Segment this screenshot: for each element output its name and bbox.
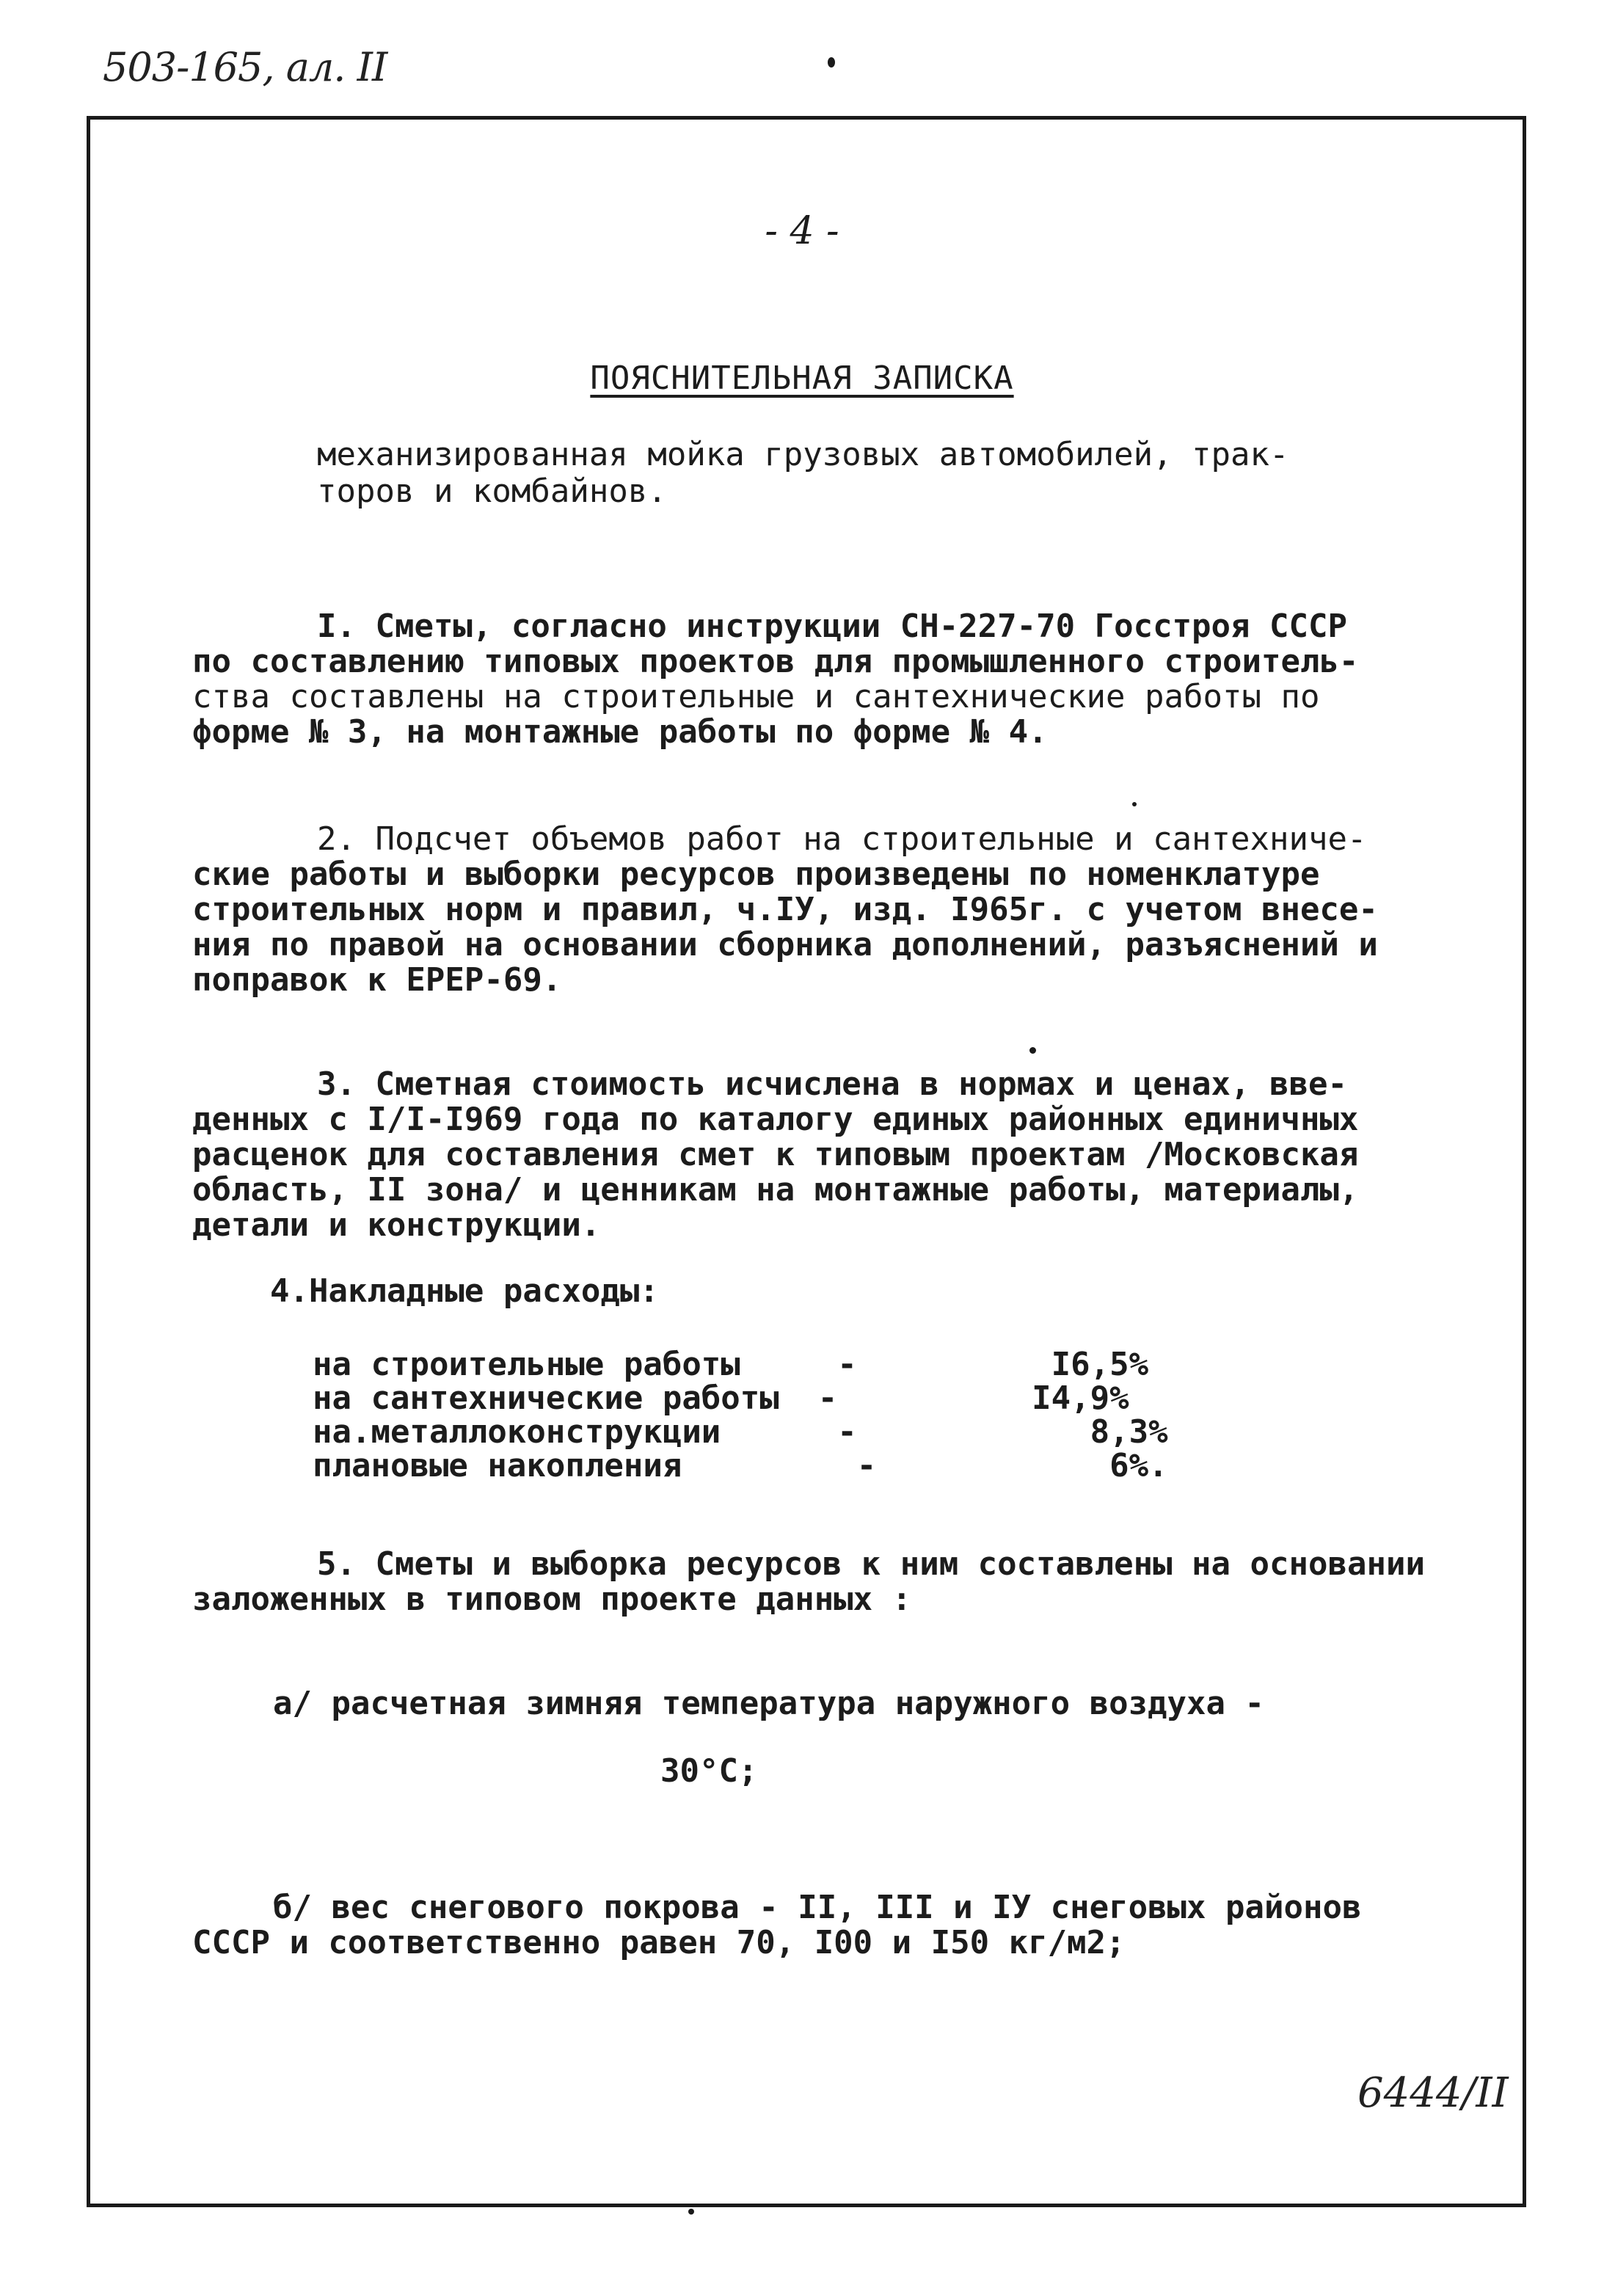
text-line: строительных норм и правил, ч.IУ, изд. I965г. с учетом внесе- bbox=[192, 891, 1378, 928]
text-line: а/ расчетная зимняя температура наружного воздуха - bbox=[273, 1685, 1265, 1722]
text-line: по составлению типовых проектов для промышленного строитель- bbox=[192, 643, 1359, 680]
text-line: ства составлены на строительные и сантехнические работы по bbox=[192, 678, 1320, 715]
handwritten-reference: 503-165, ал. II bbox=[103, 44, 387, 90]
text-line: ния по правой на основании сборника дополнений, разъяснений и bbox=[192, 926, 1378, 963]
page-number: - 4 - bbox=[765, 209, 839, 253]
speck bbox=[1029, 1047, 1036, 1054]
text-line: б/ вес снегового покрова - II, III и IУ снеговых районов bbox=[273, 1889, 1362, 1926]
overhead-row: на строительные работы - I6,5% bbox=[313, 1346, 1149, 1383]
text-line: 30°С; bbox=[660, 1752, 758, 1790]
text-line: 3. Сметная стоимость исчислена в нормах и ценах, вве- bbox=[317, 1065, 1347, 1103]
text-line: расценок для составления смет к типовым проектам /Московская bbox=[192, 1136, 1359, 1173]
text-line: СССР и соответственно равен 70, I00 и I50 кг/м2; bbox=[192, 1924, 1126, 1961]
page-title: ПОЯСНИТЕЛЬНАЯ ЗАПИСКА bbox=[590, 360, 1014, 397]
speck bbox=[828, 57, 835, 68]
text-line: денных с I/I-I969 года по каталогу единых районных единичных bbox=[192, 1101, 1359, 1138]
text-line: поправок к ЕРЕР-69. bbox=[192, 961, 562, 999]
text-line: торов и комбайнов. bbox=[317, 473, 667, 510]
overhead-row: на сантехнические работы - I4,9% bbox=[313, 1380, 1129, 1417]
text-line: детали и конструкции. bbox=[192, 1206, 601, 1244]
speck bbox=[688, 2209, 694, 2215]
speck bbox=[1132, 802, 1137, 806]
text-line: область, II зона/ и ценникам на монтажные работы, материалы, bbox=[192, 1171, 1359, 1209]
text-line: форме № 3, на монтажные работы по форме № 4. bbox=[192, 713, 1048, 751]
text-line: заложенных в типовом проекте данных : bbox=[192, 1581, 912, 1618]
text-line: ские работы и выборки ресурсов произведены по номенклатуре bbox=[192, 856, 1320, 893]
overhead-row: плановые накопления - 6%. bbox=[313, 1447, 1168, 1484]
overhead-row: на.металлоконструкции - 8,3% bbox=[313, 1413, 1168, 1451]
text-line: I. Сметы, согласно инструкции СН-227-70 Госстроя СССР bbox=[317, 608, 1347, 645]
text-line: 4.Накладные расходы: bbox=[270, 1272, 659, 1310]
text-line: механизированная мойка грузовых автомобилей, трак- bbox=[317, 436, 1289, 473]
text-line: 2. Подсчет объемов работ на строительные и сантехниче- bbox=[317, 820, 1367, 858]
text-line: 5. Сметы и выборка ресурсов к ним составлены на основании bbox=[317, 1545, 1425, 1583]
handwritten-inventory-number: 6444/II bbox=[1357, 2069, 1509, 2117]
